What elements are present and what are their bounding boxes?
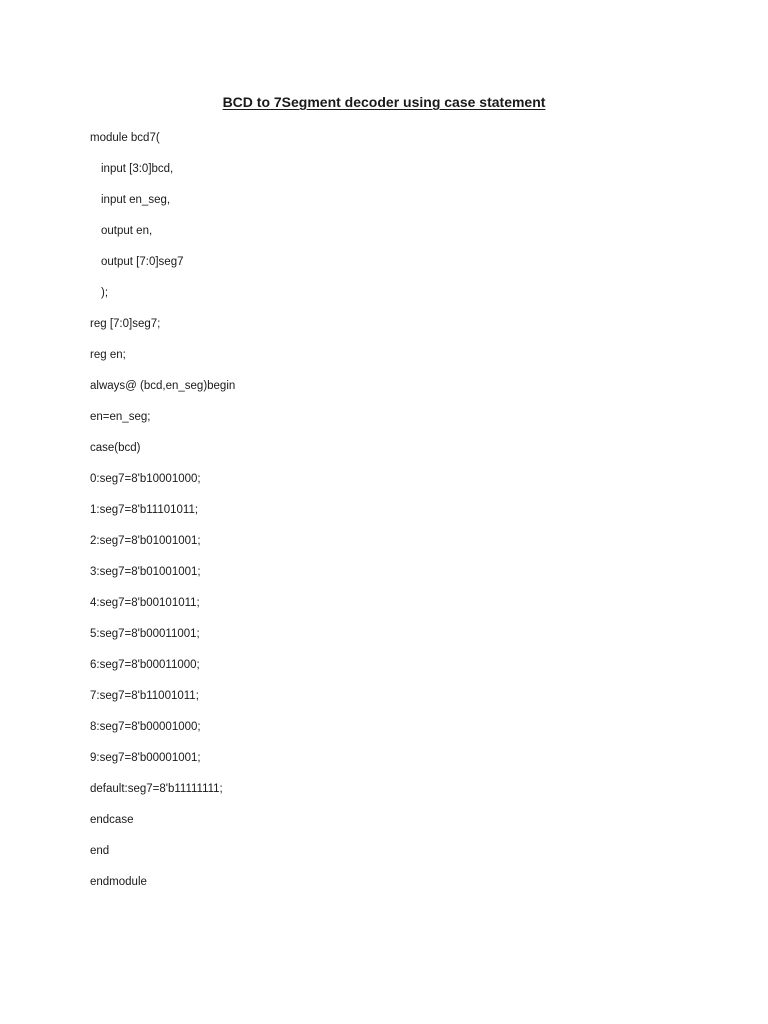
code-line: end [90,845,110,857]
code-line: output en, [101,225,153,237]
code-line: endmodule [90,876,147,888]
code-line: reg en; [90,349,126,361]
code-line: 1:seg7=8'b11101011; [90,504,199,516]
code-line: 2:seg7=8'b01001001; [90,535,201,547]
code-line: ); [101,287,109,299]
code-line: case(bcd) [90,442,141,454]
code-line: default:seg7=8'b11111111; [90,783,223,795]
code-listing [90,129,235,904]
code-line: 5:seg7=8'b00011001; [90,628,200,640]
code-line: always@ (bcd,en_seg)begin [90,380,236,392]
code-line: 4:seg7=8'b00101011; [90,597,200,609]
code-line: 6:seg7=8'b00011000; [90,659,200,671]
code-line: 9:seg7=8'b00001001; [90,752,201,764]
code-line: 3:seg7=8'b01001001; [90,566,201,578]
document-title: BCD to 7Segment decoder using case statement [222,94,546,110]
code-line: 0:seg7=8'b10001000; [90,473,201,485]
code-line: input [3:0]bcd, [101,163,174,175]
code-line: input en_seg, [101,194,171,206]
code-line: 7:seg7=8'b11001011; [90,690,199,702]
code-line: endcase [90,814,134,826]
code-line: en=en_seg; [90,411,151,423]
code-line: module bcd7( [90,132,160,144]
code-line: reg [7:0]seg7; [90,318,161,330]
code-line: 8:seg7=8'b00001000; [90,721,201,733]
code-line: output [7:0]seg7 [101,256,184,268]
